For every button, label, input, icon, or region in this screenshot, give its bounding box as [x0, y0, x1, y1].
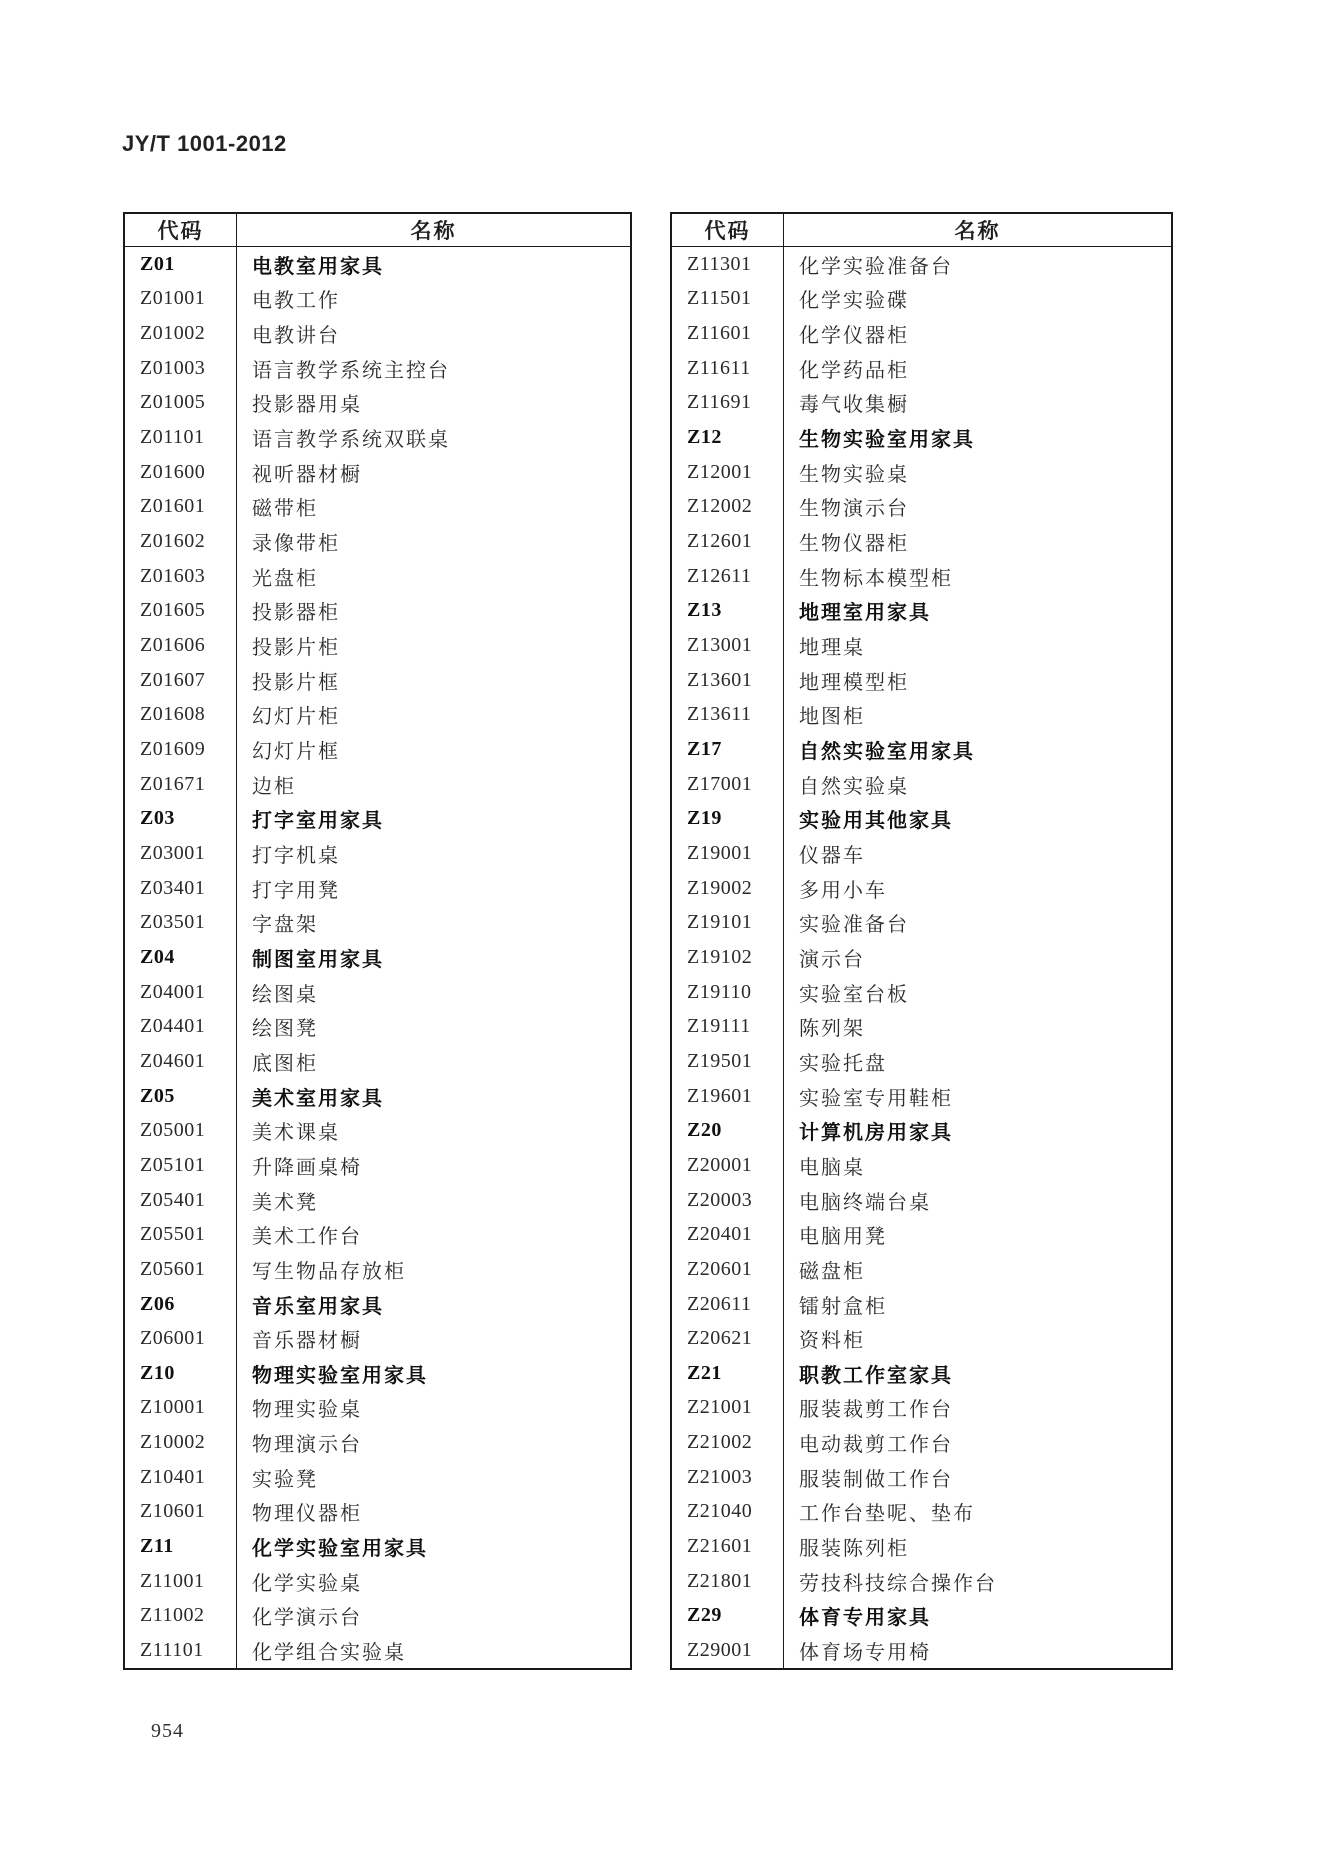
row-name: 投影器柜 — [252, 602, 340, 625]
row-code: Z04601 — [125, 1044, 237, 1079]
row-code: Z05101 — [125, 1148, 237, 1183]
table-row — [672, 1356, 1171, 1391]
row-code: Z20401 — [672, 1217, 784, 1252]
row-code: Z19110 — [672, 975, 784, 1010]
row-name: 服装裁剪工作台 — [799, 1399, 953, 1422]
row-name: 打字用凳 — [252, 879, 340, 902]
row-code: Z20003 — [672, 1183, 784, 1218]
row-code: Z01609 — [125, 732, 237, 767]
row-code: Z17 — [672, 732, 784, 767]
row-code: Z05001 — [125, 1113, 237, 1148]
row-name: 美术凳 — [252, 1191, 318, 1214]
row-code: Z21801 — [672, 1564, 784, 1599]
table-row — [125, 386, 630, 421]
row-name: 生物演示台 — [799, 498, 909, 521]
row-code: Z01608 — [125, 698, 237, 733]
table-row — [672, 282, 1171, 317]
row-name: 自然实验室用家具 — [799, 741, 975, 764]
row-code: Z01607 — [125, 663, 237, 698]
row-name: 化学组合实验桌 — [252, 1642, 406, 1665]
row-code: Z19501 — [672, 1044, 784, 1079]
row-code: Z19 — [672, 802, 784, 837]
row-name: 电脑用凳 — [799, 1226, 887, 1249]
table-row — [125, 1599, 630, 1634]
row-code: Z10002 — [125, 1425, 237, 1460]
row-code: Z03 — [125, 802, 237, 837]
table-row — [672, 1529, 1171, 1564]
row-name: 磁带柜 — [252, 498, 318, 521]
code-table-left — [123, 212, 632, 1670]
row-code: Z06 — [125, 1287, 237, 1322]
row-code: Z11691 — [672, 386, 784, 421]
row-name: 投影片柜 — [252, 637, 340, 660]
row-code: Z11001 — [125, 1564, 237, 1599]
row-name: 地图柜 — [799, 706, 865, 729]
row-name: 绘图桌 — [252, 983, 318, 1006]
row-name: 实验托盘 — [799, 1052, 887, 1075]
row-code: Z04001 — [125, 975, 237, 1010]
row-code: Z19101 — [672, 905, 784, 940]
row-code: Z11601 — [672, 316, 784, 351]
table-row — [672, 559, 1171, 594]
row-code: Z20621 — [672, 1321, 784, 1356]
column-header-name: 名称 — [954, 219, 1001, 243]
column-header-name: 名称 — [410, 219, 457, 243]
row-code: Z01101 — [125, 420, 237, 455]
row-name: 投影器用桌 — [252, 394, 362, 417]
table-row — [125, 1391, 630, 1426]
row-name: 光盘柜 — [252, 567, 318, 590]
row-code: Z01671 — [125, 767, 237, 802]
table-row — [672, 1252, 1171, 1287]
row-name: 地理模型柜 — [799, 671, 909, 694]
row-name: 化学演示台 — [252, 1607, 362, 1630]
row-code: Z10601 — [125, 1495, 237, 1530]
table-body-left — [125, 247, 630, 1668]
row-name: 幻灯片柜 — [252, 706, 340, 729]
table-row — [125, 1217, 630, 1252]
table-row — [125, 282, 630, 317]
row-code: Z11101 — [125, 1633, 237, 1668]
table-row — [125, 1183, 630, 1218]
table-row — [672, 871, 1171, 906]
row-code: Z12001 — [672, 455, 784, 490]
row-name: 录像带柜 — [252, 533, 340, 556]
table-row — [672, 628, 1171, 663]
row-code: Z01005 — [125, 386, 237, 421]
row-code: Z12002 — [672, 490, 784, 525]
row-code: Z01600 — [125, 455, 237, 490]
row-name: 打字室用家具 — [252, 810, 384, 833]
table-row — [125, 663, 630, 698]
table-row — [125, 1564, 630, 1599]
table-row — [125, 1425, 630, 1460]
table-row — [672, 420, 1171, 455]
row-name: 边柜 — [252, 775, 296, 798]
row-code: Z04 — [125, 940, 237, 975]
row-name: 物理实验室用家具 — [252, 1364, 428, 1387]
table-row — [672, 386, 1171, 421]
row-code: Z19001 — [672, 836, 784, 871]
row-name: 电教工作 — [252, 290, 340, 313]
row-code: Z01001 — [125, 282, 237, 317]
row-code: Z03001 — [125, 836, 237, 871]
row-code: Z21040 — [672, 1495, 784, 1530]
table-row — [125, 1113, 630, 1148]
table-row — [125, 1287, 630, 1322]
row-name: 体育场专用椅 — [799, 1642, 931, 1665]
row-name: 视听器材橱 — [252, 463, 362, 486]
row-name: 劳技科技综合操作台 — [799, 1572, 997, 1595]
column-header-code: 代码 — [672, 214, 784, 246]
row-code: Z11002 — [125, 1599, 237, 1634]
row-name: 化学仪器柜 — [799, 325, 909, 348]
table-row — [125, 524, 630, 559]
table-row — [125, 1460, 630, 1495]
row-code: Z29001 — [672, 1633, 784, 1668]
row-code: Z06001 — [125, 1321, 237, 1356]
row-code: Z21601 — [672, 1529, 784, 1564]
row-name: 实验室专用鞋柜 — [799, 1087, 953, 1110]
row-name: 体育专用家具 — [799, 1607, 931, 1630]
row-name: 电教讲台 — [252, 325, 340, 348]
table-row — [672, 905, 1171, 940]
row-name: 实验准备台 — [799, 914, 909, 937]
row-name: 制图室用家具 — [252, 948, 384, 971]
table-row — [672, 1217, 1171, 1252]
table-body-right — [672, 247, 1171, 1668]
row-code: Z19601 — [672, 1079, 784, 1114]
row-name: 资料柜 — [799, 1330, 865, 1353]
table-row — [672, 767, 1171, 802]
row-code: Z01606 — [125, 628, 237, 663]
row-name: 美术室用家具 — [252, 1087, 384, 1110]
table-row — [125, 940, 630, 975]
row-name: 电脑桌 — [799, 1156, 865, 1179]
row-name: 幻灯片框 — [252, 741, 340, 764]
row-name: 生物实验桌 — [799, 463, 909, 486]
table-row — [672, 490, 1171, 525]
table-header-row — [672, 214, 1171, 247]
row-code: Z21 — [672, 1356, 784, 1391]
table-row — [672, 351, 1171, 386]
row-name: 服装制做工作台 — [799, 1468, 953, 1491]
table-row — [125, 1009, 630, 1044]
row-name: 物理实验桌 — [252, 1399, 362, 1422]
row-code: Z11 — [125, 1529, 237, 1564]
row-name: 地理桌 — [799, 637, 865, 660]
row-name: 实验用其他家具 — [799, 810, 953, 833]
table-row — [125, 802, 630, 837]
row-name: 底图柜 — [252, 1052, 318, 1075]
row-name: 电脑终端台桌 — [799, 1191, 931, 1214]
row-code: Z03401 — [125, 871, 237, 906]
row-code: Z19102 — [672, 940, 784, 975]
row-name: 物理仪器柜 — [252, 1503, 362, 1526]
table-row — [125, 351, 630, 386]
row-name: 化学实验碟 — [799, 290, 909, 313]
row-name: 地理室用家具 — [799, 602, 931, 625]
row-name: 美术课桌 — [252, 1122, 340, 1145]
row-name: 化学实验准备台 — [799, 255, 953, 278]
row-name: 音乐室用家具 — [252, 1295, 384, 1318]
table-row — [672, 1564, 1171, 1599]
table-row — [125, 420, 630, 455]
row-code: Z13 — [672, 594, 784, 629]
table-row — [125, 594, 630, 629]
table-row — [672, 975, 1171, 1010]
table-row — [672, 594, 1171, 629]
row-name: 仪器车 — [799, 844, 865, 867]
row-code: Z05401 — [125, 1183, 237, 1218]
row-code: Z01002 — [125, 316, 237, 351]
code-table-right — [670, 212, 1173, 1670]
row-name: 化学实验桌 — [252, 1572, 362, 1595]
row-code: Z12611 — [672, 559, 784, 594]
table-row — [125, 1079, 630, 1114]
table-row — [125, 1529, 630, 1564]
table-row — [125, 316, 630, 351]
row-name: 多用小车 — [799, 879, 887, 902]
row-code: Z20 — [672, 1113, 784, 1148]
row-code: Z01601 — [125, 490, 237, 525]
row-code: Z05601 — [125, 1252, 237, 1287]
row-code: Z03501 — [125, 905, 237, 940]
row-name: 磁盘柜 — [799, 1260, 865, 1283]
row-code: Z01602 — [125, 524, 237, 559]
row-code: Z20611 — [672, 1287, 784, 1322]
table-row — [672, 1425, 1171, 1460]
row-name: 写生物品存放柜 — [252, 1260, 406, 1283]
row-name: 自然实验桌 — [799, 775, 909, 798]
table-row — [125, 905, 630, 940]
row-name: 服装陈列柜 — [799, 1538, 909, 1561]
row-code: Z21002 — [672, 1425, 784, 1460]
row-name: 化学药品柜 — [799, 359, 909, 382]
row-name: 演示台 — [799, 948, 865, 971]
row-code: Z19111 — [672, 1009, 784, 1044]
row-code: Z13001 — [672, 628, 784, 663]
row-name: 打字机桌 — [252, 844, 340, 867]
row-name: 语言教学系统主控台 — [252, 359, 450, 382]
table-row — [672, 316, 1171, 351]
table-row — [672, 1287, 1171, 1322]
table-row — [672, 1183, 1171, 1218]
table-row — [672, 1599, 1171, 1634]
row-name: 升降画桌椅 — [252, 1156, 362, 1179]
table-row — [125, 490, 630, 525]
table-row — [125, 871, 630, 906]
row-code: Z21003 — [672, 1460, 784, 1495]
table-row — [125, 698, 630, 733]
table-row — [672, 663, 1171, 698]
table-row — [125, 1252, 630, 1287]
table-row — [672, 1391, 1171, 1426]
row-code: Z05501 — [125, 1217, 237, 1252]
row-code: Z04401 — [125, 1009, 237, 1044]
table-row — [672, 1460, 1171, 1495]
table-row — [672, 940, 1171, 975]
row-name: 绘图凳 — [252, 1018, 318, 1041]
row-name: 字盘架 — [252, 914, 318, 937]
row-name: 实验室台板 — [799, 983, 909, 1006]
table-row — [125, 1356, 630, 1391]
table-row — [672, 1079, 1171, 1114]
table-row — [125, 767, 630, 802]
row-name: 实验凳 — [252, 1468, 318, 1491]
table-row — [672, 1321, 1171, 1356]
row-code: Z05 — [125, 1079, 237, 1114]
table-row — [125, 975, 630, 1010]
row-code: Z29 — [672, 1599, 784, 1634]
row-code: Z01603 — [125, 559, 237, 594]
row-code: Z12 — [672, 420, 784, 455]
table-row — [672, 247, 1171, 282]
row-name: 化学实验室用家具 — [252, 1538, 428, 1561]
table-row — [672, 1113, 1171, 1148]
table-row — [125, 1495, 630, 1530]
row-code: Z17001 — [672, 767, 784, 802]
row-name: 工作台垫呢、垫布 — [799, 1503, 975, 1526]
row-name: 计算机房用家具 — [799, 1122, 953, 1145]
row-name: 职教工作室家具 — [799, 1364, 953, 1387]
row-name: 投影片框 — [252, 671, 340, 694]
row-name: 毒气收集橱 — [799, 394, 909, 417]
row-name: 镭射盒柜 — [799, 1295, 887, 1318]
table-row — [125, 1148, 630, 1183]
row-name: 美术工作台 — [252, 1226, 362, 1249]
document-standard-number: JY/T 1001-2012 — [122, 131, 287, 156]
row-code: Z21001 — [672, 1391, 784, 1426]
table-row — [672, 1148, 1171, 1183]
table-header-row — [125, 214, 630, 247]
table-row — [672, 1633, 1171, 1668]
row-code: Z10001 — [125, 1391, 237, 1426]
table-row — [672, 455, 1171, 490]
table-row — [672, 802, 1171, 837]
row-code: Z19002 — [672, 871, 784, 906]
row-code: Z01 — [125, 247, 237, 282]
table-row — [672, 1044, 1171, 1079]
row-code: Z11301 — [672, 247, 784, 282]
table-row — [125, 1321, 630, 1356]
table-row — [125, 247, 630, 282]
row-name: 生物仪器柜 — [799, 533, 909, 556]
table-row — [672, 1495, 1171, 1530]
row-name: 音乐器材橱 — [252, 1330, 362, 1353]
row-code: Z01605 — [125, 594, 237, 629]
row-code: Z20001 — [672, 1148, 784, 1183]
table-row — [125, 732, 630, 767]
table-row — [125, 1633, 630, 1668]
row-code: Z10 — [125, 1356, 237, 1391]
row-name: 物理演示台 — [252, 1434, 362, 1457]
column-header-code: 代码 — [125, 214, 237, 246]
row-code: Z01003 — [125, 351, 237, 386]
row-code: Z10401 — [125, 1460, 237, 1495]
table-row — [125, 628, 630, 663]
table-row — [672, 698, 1171, 733]
page-number: 954 — [151, 1720, 184, 1742]
table-row — [672, 836, 1171, 871]
row-name: 生物实验室用家具 — [799, 429, 975, 452]
row-code: Z13611 — [672, 698, 784, 733]
table-row — [125, 1044, 630, 1079]
row-name: 电教室用家具 — [252, 255, 384, 278]
row-code: Z20601 — [672, 1252, 784, 1287]
table-row — [125, 455, 630, 490]
table-row — [125, 559, 630, 594]
row-code: Z11501 — [672, 282, 784, 317]
row-name: 生物标本模型柜 — [799, 567, 953, 590]
table-row — [672, 1009, 1171, 1044]
row-code: Z12601 — [672, 524, 784, 559]
table-row — [672, 732, 1171, 767]
row-name: 陈列架 — [799, 1018, 865, 1041]
row-code: Z11611 — [672, 351, 784, 386]
row-name: 电动裁剪工作台 — [799, 1434, 953, 1457]
table-row — [125, 836, 630, 871]
row-code: Z13601 — [672, 663, 784, 698]
row-name: 语言教学系统双联桌 — [252, 429, 450, 452]
table-row — [672, 524, 1171, 559]
